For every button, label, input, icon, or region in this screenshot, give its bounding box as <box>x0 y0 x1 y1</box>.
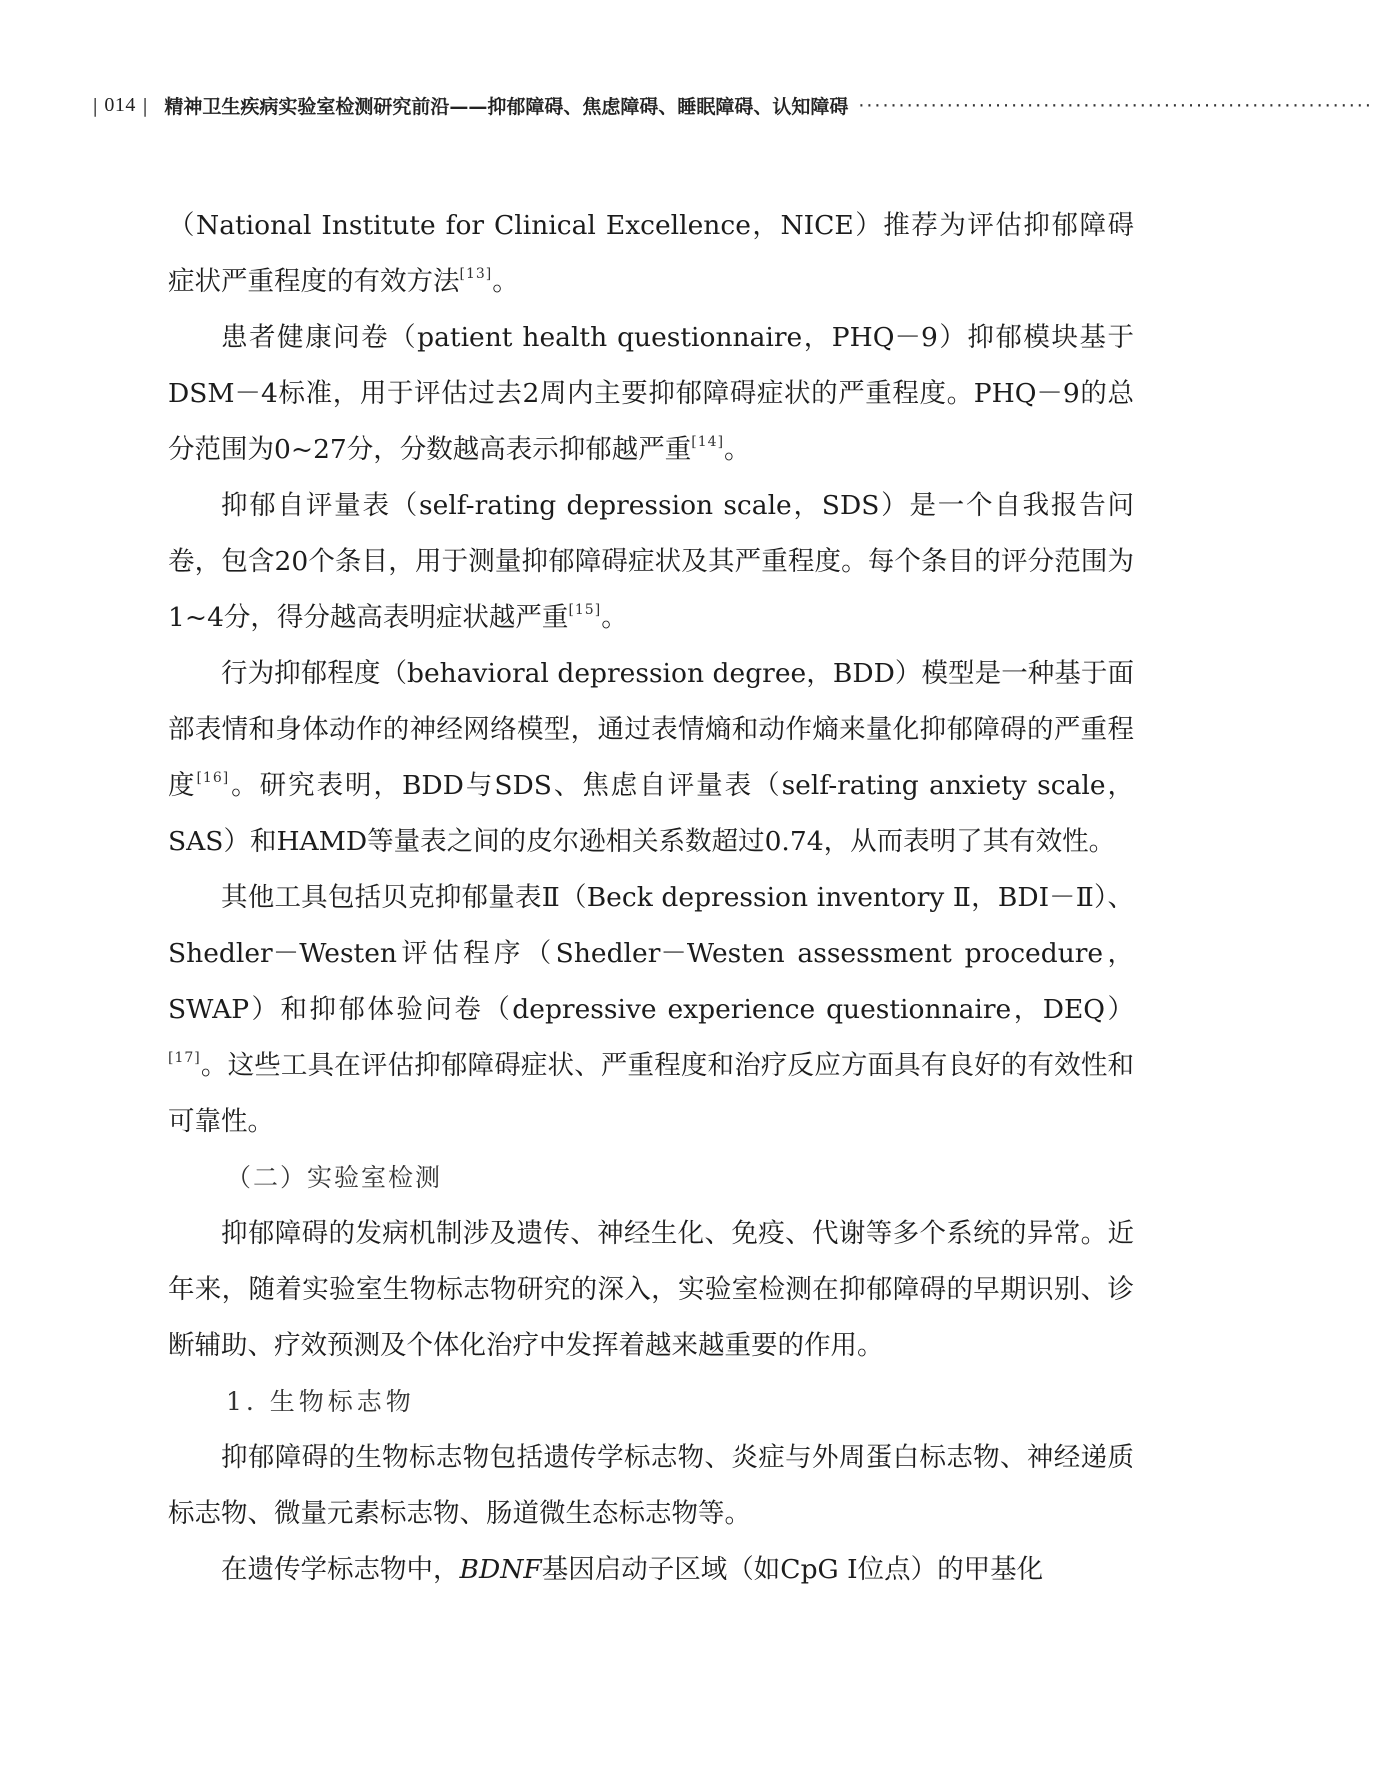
paragraph-text: 行为抑郁程度（behavioral depression degree，BDD）模型是一种基于面部表情和身体动作的神经网络模型，通过表情熵和动作熵来量化抑郁障碍的严重程度 <box>168 658 1134 801</box>
paragraph-text: 。 <box>724 434 751 465</box>
paragraph-phq9 <box>168 310 1134 478</box>
paragraph-text: 在遗传学标志物中， <box>221 1554 460 1585</box>
paragraph-text: 。 <box>601 602 628 633</box>
paragraph-text: 抑郁自评量表（self-rating depression scale，SDS）是一个自我报告问卷，包含20个条目，用于测量抑郁障碍症状及其严重程度。每个条目的评分范围为1~4分，得分越高表明症状越严重 <box>168 490 1134 633</box>
paragraph-text: 。研究表明，BDD与SDS、焦虑自评量表（self-rating anxiety scale，SAS）和HAMD等量表之间的皮尔逊相关系数超过0.74，从而表明了其有效性。 <box>168 770 1134 857</box>
paragraph-text: 。 <box>492 266 519 297</box>
paragraph-biomarkers: 抑郁障碍的生物标志物包括遗传学标志物、炎症与外周蛋白标志物、神经递质标志物、微量元素标志物、肠道微生态标志物等。 <box>168 1442 1134 1529</box>
paragraph-text: 患者健康问卷（patient health questionnaire，PHQ－9）抑郁模块基于DSM－4标准，用于评估过去2周内主要抑郁障碍症状的严重程度。PHQ－9的总分范围为0~27分，分数越高表示抑郁越严重 <box>168 322 1134 465</box>
subsection-heading-biomarkers: 1. 生物标志物 <box>226 1387 415 1416</box>
paragraph-text: 基因启动子区域（如CpG I位点）的甲基化 <box>541 1554 1044 1585</box>
header-divider: | <box>141 94 149 117</box>
citation-ref: [17] <box>168 1050 201 1066</box>
gene-name: BDNF <box>459 1554 542 1585</box>
citation-ref: [14] <box>691 434 725 450</box>
running-header <box>86 92 1373 119</box>
header-leader-dots: ································································ <box>858 94 1373 117</box>
citation-ref: [15] <box>568 602 602 618</box>
paragraph-genetic-markers <box>168 1542 1134 1598</box>
paragraph-other-tools <box>168 870 1134 1150</box>
paragraph-bdd <box>168 646 1134 870</box>
paragraph-text: （National Institute for Clinical Excellence，NICE）推荐为评估抑郁障碍症状严重程度的有效方法 <box>168 210 1134 297</box>
section-heading-lab-tests: （二）实验室检测 <box>226 1163 443 1192</box>
page-number: 014 <box>104 94 136 116</box>
body-text <box>168 198 1134 1598</box>
citation-ref: [16] <box>196 770 230 786</box>
paragraph-text: 。这些工具在评估抑郁障碍症状、严重程度和治疗反应方面具有良好的有效性和可靠性。 <box>168 1050 1134 1137</box>
book-title: 精神卫生疾病实验室检测研究前沿——抑郁障碍、焦虑障碍、睡眠障碍、认知障碍 <box>164 96 849 118</box>
paragraph-lab-intro: 抑郁障碍的发病机制涉及遗传、神经生化、免疫、代谢等多个系统的异常。近年来，随着实验室生物标志物研究的深入，实验室检测在抑郁障碍的早期识别、诊断辅助、疗效预测及个体化治疗中发挥着越来越重要的作用。 <box>168 1218 1134 1361</box>
citation-ref: [13] <box>459 266 493 282</box>
paragraph-text: 其他工具包括贝克抑郁量表Ⅱ（Beck depression inventory Ⅱ，BDI－Ⅱ）、Shedler－Westen评估程序（Shedler－Westen assessment procedure，SWAP）和抑郁体验问卷（depressive experience questionnaire，DEQ） <box>168 882 1134 1025</box>
paragraph-continued <box>168 198 1134 310</box>
header-divider: | <box>92 94 99 117</box>
paragraph-sds <box>168 478 1134 646</box>
